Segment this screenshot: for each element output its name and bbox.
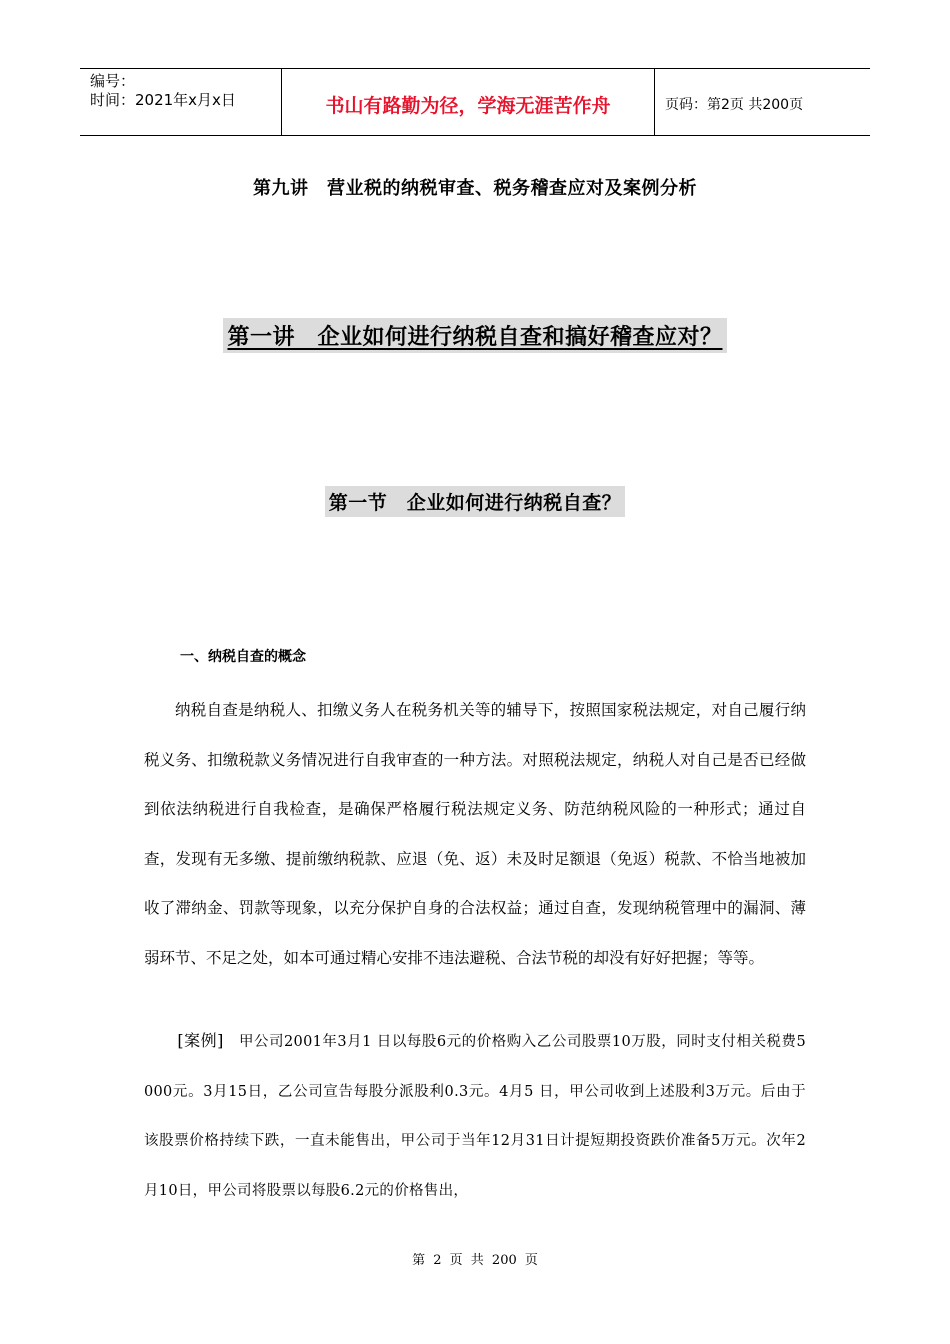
document-time-label: 时间：2021年x月x日: [90, 91, 236, 109]
case-paragraph: [144, 1016, 806, 1216]
section-title-wrapper: [0, 486, 950, 517]
main-title-wrapper: [0, 318, 950, 353]
document-header: [80, 68, 870, 136]
case-text: 甲公司2001年3月1 日以每股6元的价格购入乙公司股票10万股，同时支付相关税费5 000元。3月15日，乙公司宣告每股分派股利0.3元。4月5 日，甲公司收到上述股利3万元。后由于该股票价格持续下跌，一直未能售出，甲公司于当年12月31日计提短期投资跌价准备5万元。次年2月10日，甲公司将股票以每股6.2元的价格售出，: [144, 1034, 806, 1199]
lecture-title: 第九讲 营业税的纳税审查、税务稽查应对及案例分析: [253, 178, 697, 199]
page-footer: 第 2 页 共 200 页: [412, 1253, 538, 1268]
case-label: [案例]: [177, 1031, 224, 1050]
header-page-info: 页码：第2页 共200页: [665, 96, 804, 113]
main-title: 第一讲 企业如何进行纳税自查和搞好稽查应对？: [223, 318, 726, 353]
section-title: 第一节 企业如何进行纳税自查？: [325, 486, 626, 517]
subsection-title: 一、纳税自查的概念: [180, 649, 306, 665]
concept-paragraph: 纳税自查是纳税人、扣缴义务人在税务机关等的辅导下，按照国家税法规定，对自己履行纳税义务、扣缴税款义务情况进行自我审查的一种方法。对照税法规定，纳税人对自己是否已经做到依法纳税进行自我检查，是确保严格履行税法规定义务、防范纳税风险的一种形式；通过自查，发现有无多缴、提前缴纳税款、应退（免、返）未及时足额退（免返）税款、不恰当地被加收了滞纳金、罚款等现象，以充分保护自身的合法权益；通过自查，发现纳税管理中的漏洞、薄弱环节、不足之处，如本可通过精心安排不违法避税、合法节税的却没有好好把握；等等。: [144, 701, 806, 967]
header-motto: 书山有路勤为径，学海无涯苦作舟: [282, 69, 655, 135]
document-number-label: 编号：: [90, 72, 136, 90]
header-meta: [80, 69, 282, 135]
